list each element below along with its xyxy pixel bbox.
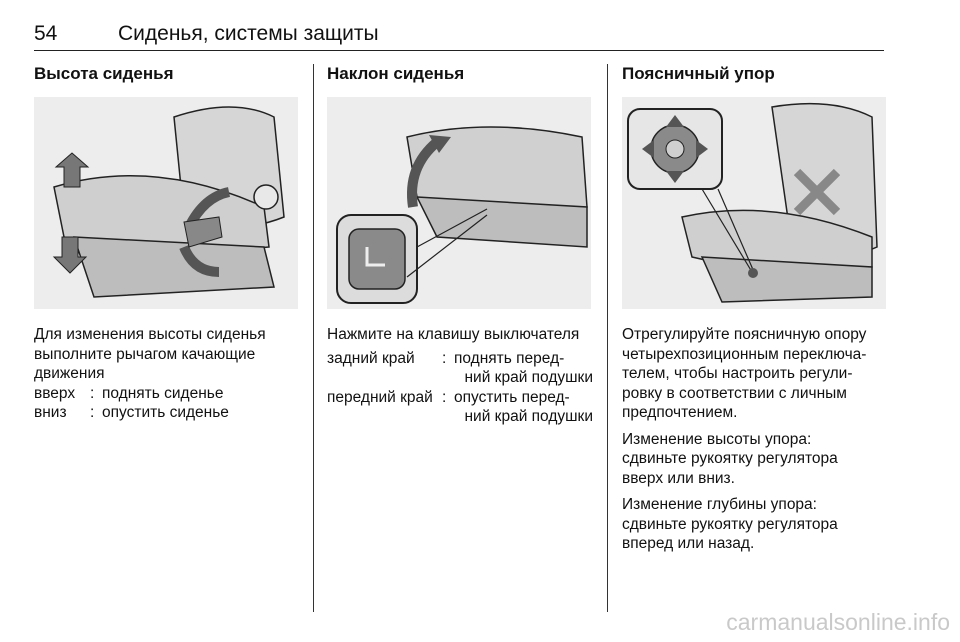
option-sep: : <box>442 349 447 367</box>
option-value: опустить перед- <box>454 388 570 406</box>
section-heading: Поясничный упор <box>622 64 775 83</box>
option-value: опустить сиденье <box>102 404 229 421</box>
seat-height-illustration <box>34 97 298 309</box>
option-sep: : <box>90 384 95 402</box>
instruction-text: Изменение высоты упора: сдвиньте рукоятку регулятора вверх или вниз. <box>622 430 838 487</box>
section-lumbar-support <box>622 64 888 554</box>
option-value: поднять сиденье <box>102 384 224 402</box>
section-heading: Наклон сиденья <box>327 64 465 83</box>
option-key: задний край <box>327 349 415 367</box>
option-key: вниз <box>34 404 67 421</box>
section-seat-height <box>34 64 300 423</box>
page-title: Сиденья, системы защиты <box>118 22 379 45</box>
option-list <box>34 384 300 423</box>
instruction-text: Отрегулируйте поясничную опору четырехпозиционным переключа- телем, чтобы настроить регули- ровку в соответствии с личным предпочтением. <box>622 326 867 421</box>
option-value: поднять перед- <box>454 349 565 367</box>
option-value: ний край подушки <box>464 369 593 386</box>
option-list <box>327 349 593 427</box>
option-sep: : <box>90 404 95 421</box>
page-number: 54 <box>34 22 58 45</box>
option-key: вверх <box>34 384 76 402</box>
lumbar-support-illustration <box>622 97 886 309</box>
seat-tilt-illustration <box>327 97 591 309</box>
section-seat-tilt <box>327 64 593 427</box>
page-header <box>34 22 884 51</box>
instruction-text: Для изменения высоты сиденья выполните рычагом качающие движения <box>34 326 266 382</box>
column-divider <box>313 64 314 612</box>
instruction-text: Изменение глубины упора: сдвиньте рукоятку регулятора вперед или назад. <box>622 496 838 552</box>
option-key: передний край <box>327 388 433 406</box>
column-divider <box>607 64 608 612</box>
option-sep: : <box>442 388 447 406</box>
option-value: ний край подушки <box>464 408 593 425</box>
section-heading: Высота сиденья <box>34 64 174 83</box>
instruction-text: Нажмите на клавишу выключателя <box>327 326 580 343</box>
watermark: carmanualsonline.info <box>726 609 950 635</box>
